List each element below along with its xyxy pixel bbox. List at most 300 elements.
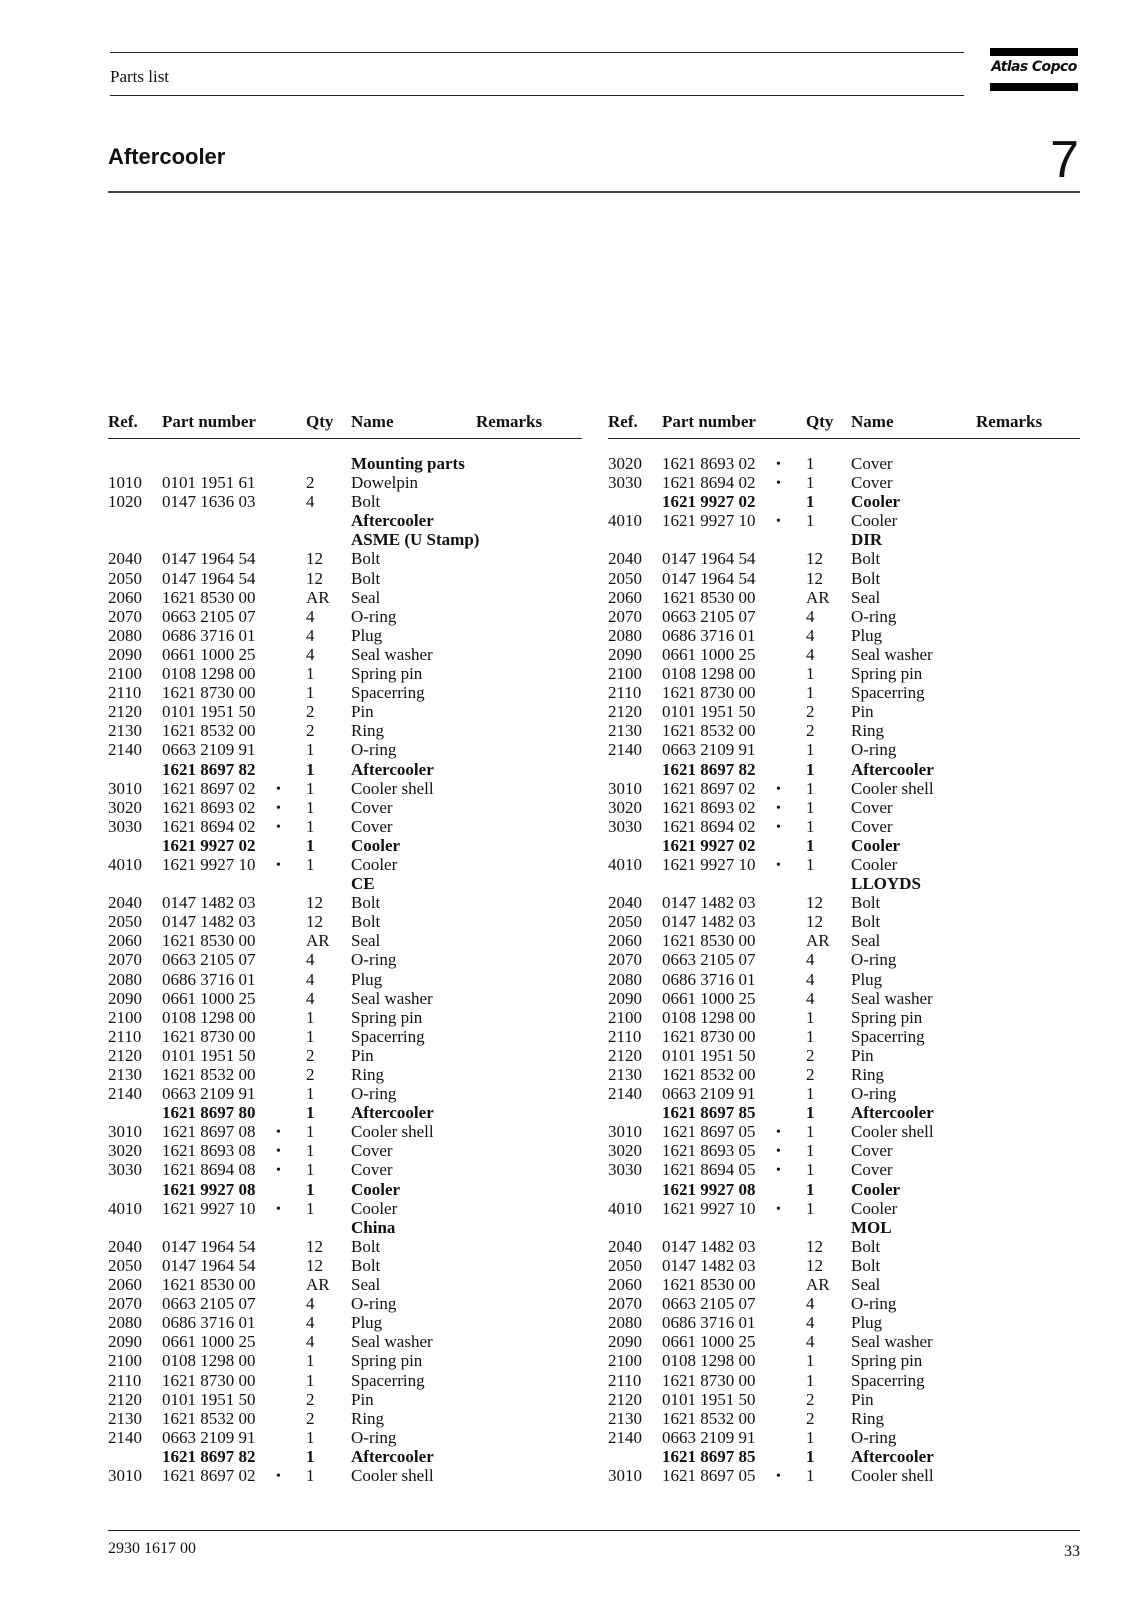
- row-ref: 2080: [608, 625, 642, 645]
- row-qty: 4: [306, 950, 315, 970]
- row-bullet: •: [276, 819, 281, 835]
- row-ref: 2110: [608, 1370, 642, 1390]
- row-name: Dowelpin: [351, 473, 419, 493]
- row-qty: 2: [806, 702, 815, 722]
- row-part-number: 0147 1482 03: [662, 893, 756, 913]
- row-part-number: 0663 2105 07: [162, 606, 256, 626]
- row-qty: 1: [306, 835, 315, 855]
- table-row: [108, 1008, 582, 1027]
- row-name: Seal washer: [351, 1332, 433, 1352]
- row-part-number: 0101 1951 61: [162, 473, 256, 493]
- row-qty: 1: [306, 816, 315, 836]
- parts-table-left: [108, 412, 582, 1485]
- table-row: [108, 1332, 582, 1351]
- row-bullet: •: [276, 781, 281, 797]
- row-ref: 2140: [608, 1427, 642, 1447]
- table-row: [608, 1008, 1080, 1027]
- table-row: [108, 626, 582, 645]
- row-part-number: 0663 2105 07: [662, 950, 756, 970]
- row-name: O-ring: [351, 950, 397, 970]
- row-part-number: 0147 1482 03: [162, 893, 256, 913]
- row-ref: 2090: [108, 988, 142, 1008]
- row-name: O-ring: [351, 606, 397, 626]
- row-qty: 1: [306, 1179, 315, 1199]
- document-number: 2930 1617 00: [108, 1540, 196, 1557]
- row-qty: 1: [306, 1084, 315, 1104]
- row-part-number: 1621 8697 85: [662, 1103, 756, 1123]
- row-qty: 2: [306, 473, 315, 493]
- table-row: [108, 1371, 582, 1390]
- header-remarks: Remarks: [976, 412, 1043, 431]
- row-name: Aftercooler: [851, 759, 934, 779]
- table-row: [608, 950, 1080, 969]
- row-name: Seal: [851, 587, 881, 607]
- row-bullet: •: [276, 1144, 281, 1160]
- row-part-number: 1621 9927 10: [662, 511, 756, 531]
- row-part-number: 1621 8697 05: [662, 1122, 756, 1142]
- row-part-number: 1621 8693 02: [662, 454, 756, 473]
- row-name: Cooler shell: [851, 1122, 934, 1142]
- row-ref: 2080: [108, 1313, 142, 1333]
- row-part-number: 1621 8532 00: [662, 1065, 756, 1084]
- row-ref: 1020: [108, 492, 142, 512]
- row-part-number: 1621 8530 00: [162, 1275, 256, 1295]
- row-part-number: 1621 8694 05: [662, 1160, 756, 1180]
- row-name: LLOYDS: [851, 874, 921, 894]
- row-name: Pin: [851, 702, 874, 722]
- row-ref: 2070: [108, 1294, 142, 1314]
- row-part-number: 1621 9927 10: [662, 854, 756, 874]
- row-part-number: 0101 1951 50: [662, 702, 756, 722]
- row-qty: 1: [806, 473, 815, 493]
- row-ref: 2120: [608, 1045, 642, 1065]
- row-ref: 2090: [608, 644, 642, 664]
- row-part-number: 0663 2105 07: [662, 1294, 756, 1314]
- row-part-number: 0663 2105 07: [662, 606, 756, 626]
- row-qty: 1: [806, 1084, 815, 1104]
- row-name: Seal: [351, 1275, 381, 1295]
- header-ref: Ref.: [108, 412, 138, 431]
- row-qty: 1: [806, 759, 815, 779]
- row-part-number: 1621 9927 10: [162, 854, 256, 874]
- row-qty: 12: [806, 1236, 823, 1256]
- row-ref: 4010: [608, 854, 642, 874]
- table-row: [608, 702, 1080, 721]
- table-row: [108, 607, 582, 626]
- row-ref: 4010: [108, 1198, 142, 1218]
- table-row: [608, 1237, 1080, 1256]
- row-ref: 2140: [108, 1427, 142, 1447]
- row-name: Cover: [851, 816, 893, 836]
- row-ref: 2070: [608, 606, 642, 626]
- section-rule: [108, 191, 1080, 193]
- row-part-number: 1621 9927 08: [662, 1179, 756, 1199]
- row-qty: 1: [306, 683, 315, 703]
- row-qty: 1: [806, 683, 815, 703]
- row-part-number: 0661 1000 25: [162, 1332, 256, 1352]
- row-qty: 12: [306, 912, 323, 932]
- row-part-number: 0147 1482 03: [662, 1236, 756, 1256]
- row-qty: 2: [806, 1045, 815, 1065]
- row-name: Cooler shell: [851, 1465, 934, 1485]
- row-ref: 2100: [108, 664, 142, 684]
- table-row: [108, 1256, 582, 1275]
- table-row: [608, 721, 1080, 740]
- row-qty: 1: [306, 1007, 315, 1027]
- row-ref: 2120: [108, 1389, 142, 1409]
- row-name: Bolt: [851, 1255, 881, 1275]
- table-header-rule-left: [108, 438, 582, 439]
- row-name: Cover: [851, 1160, 893, 1180]
- row-qty: 12: [806, 568, 823, 588]
- row-name: Aftercooler: [851, 1103, 934, 1123]
- row-part-number: 0101 1951 50: [162, 1045, 256, 1065]
- row-name: Spacerring: [851, 1370, 925, 1390]
- section-title: Aftercooler: [108, 144, 226, 169]
- logo-bottom-bar: [990, 83, 1078, 91]
- row-part-number: 0147 1964 54: [162, 1255, 256, 1275]
- row-qty: 4: [806, 1313, 815, 1333]
- row-ref: 2090: [108, 1332, 142, 1352]
- row-ref: 3010: [108, 1122, 142, 1142]
- table-row: [608, 645, 1080, 664]
- row-qty: AR: [806, 587, 830, 607]
- row-part-number: 0663 2109 91: [662, 740, 756, 760]
- row-part-number: 0663 2109 91: [662, 1084, 756, 1104]
- row-qty: 1: [306, 1465, 315, 1485]
- row-name: Ring: [351, 1065, 385, 1084]
- row-qty: 1: [806, 797, 815, 817]
- row-part-number: 0147 1964 54: [162, 549, 256, 569]
- table-row: [108, 1409, 582, 1428]
- row-part-number: 1621 8530 00: [162, 931, 256, 951]
- row-part-number: 1621 8730 00: [662, 1370, 756, 1390]
- table-row: [608, 874, 1080, 893]
- row-qty: 4: [806, 1294, 815, 1314]
- row-name: Aftercooler: [351, 1103, 434, 1123]
- row-qty: 1: [306, 759, 315, 779]
- row-name: Aftercooler: [351, 759, 434, 779]
- row-ref: 2040: [108, 549, 142, 569]
- row-name: Pin: [851, 1045, 874, 1065]
- row-ref: 3030: [108, 1160, 142, 1180]
- row-name: Spacerring: [351, 683, 425, 703]
- row-qty: 1: [306, 1141, 315, 1161]
- row-ref: 2080: [108, 625, 142, 645]
- row-part-number: 1621 9927 10: [162, 1198, 256, 1218]
- row-part-number: 1621 8694 02: [662, 816, 756, 836]
- row-name: O-ring: [351, 740, 397, 760]
- row-part-number: 1621 9927 10: [662, 1198, 756, 1218]
- row-qty: 2: [306, 1045, 315, 1065]
- table-row: [608, 588, 1080, 607]
- row-qty: 4: [306, 644, 315, 664]
- table-row: [608, 626, 1080, 645]
- table-body-left: [108, 454, 582, 1485]
- row-qty: 1: [306, 1026, 315, 1046]
- row-ref: 2040: [608, 893, 642, 913]
- row-ref: 2060: [108, 931, 142, 951]
- row-ref: 2130: [108, 1408, 142, 1428]
- row-qty: 1: [806, 1446, 815, 1466]
- table-row: [108, 836, 582, 855]
- row-qty: 1: [306, 1103, 315, 1123]
- row-bullet: •: [776, 1201, 781, 1217]
- row-qty: 1: [806, 835, 815, 855]
- row-ref: 2050: [608, 1255, 642, 1275]
- row-ref: 3030: [608, 473, 642, 493]
- row-name: Spring pin: [351, 664, 423, 684]
- table-row: [108, 1275, 582, 1294]
- row-qty: 4: [806, 950, 815, 970]
- table-row: [608, 1466, 1080, 1485]
- row-bullet: •: [776, 514, 781, 530]
- row-part-number: 1621 8697 02: [162, 778, 256, 798]
- row-part-number: 1621 8730 00: [162, 1026, 256, 1046]
- row-name: Ring: [351, 1408, 385, 1428]
- row-qty: 1: [806, 1103, 815, 1123]
- row-ref: 3010: [608, 778, 642, 798]
- row-qty: 1: [806, 816, 815, 836]
- row-name: Bolt: [351, 1236, 381, 1256]
- header-part-number: Part number: [162, 412, 256, 431]
- table-row: [608, 454, 1080, 473]
- row-qty: 12: [306, 549, 323, 569]
- row-qty: 1: [806, 492, 815, 512]
- row-ref: 2100: [108, 1007, 142, 1027]
- table-row: [608, 1084, 1080, 1103]
- row-bullet: •: [776, 1125, 781, 1141]
- footer-rule: [108, 1530, 1080, 1531]
- row-name: Bolt: [351, 893, 381, 913]
- row-part-number: 0147 1482 03: [662, 912, 756, 932]
- row-ref: 2140: [108, 1084, 142, 1104]
- row-part-number: 0686 3716 01: [162, 969, 256, 989]
- row-name: Aftercooler: [851, 1446, 934, 1466]
- header-name: Name: [851, 412, 894, 431]
- row-qty: 2: [306, 1389, 315, 1409]
- row-name: Cooler: [351, 1198, 398, 1218]
- row-ref: 2110: [108, 683, 142, 703]
- table-row: [608, 1180, 1080, 1199]
- row-ref: 3030: [108, 816, 142, 836]
- row-name: Cooler shell: [851, 778, 934, 798]
- row-qty: 1: [306, 740, 315, 760]
- row-name: O-ring: [851, 1084, 897, 1104]
- row-part-number: 1621 8530 00: [662, 1275, 756, 1295]
- row-ref: 4010: [608, 1198, 642, 1218]
- row-part-number: 1621 8730 00: [662, 1026, 756, 1046]
- row-qty: 12: [306, 893, 323, 913]
- row-ref: 2140: [608, 1084, 642, 1104]
- table-header-left: [108, 412, 582, 438]
- row-ref: 3010: [108, 1465, 142, 1485]
- row-part-number: 0101 1951 50: [162, 1389, 256, 1409]
- row-part-number: 0663 2105 07: [162, 950, 256, 970]
- row-name: Bolt: [351, 492, 381, 512]
- row-ref: 2050: [108, 568, 142, 588]
- table-row: [608, 1447, 1080, 1466]
- row-qty: 1: [306, 1427, 315, 1447]
- table-row: [108, 779, 582, 798]
- row-qty: 2: [806, 1408, 815, 1428]
- row-part-number: 0101 1951 50: [162, 702, 256, 722]
- row-part-number: 0108 1298 00: [162, 1007, 256, 1027]
- row-part-number: 1621 8530 00: [662, 587, 756, 607]
- table-row: [608, 1313, 1080, 1332]
- table-row: [108, 1294, 582, 1313]
- header-qty: Qty: [806, 412, 834, 431]
- row-qty: 1: [806, 1179, 815, 1199]
- table-row: [608, 1332, 1080, 1351]
- row-part-number: 1621 8730 00: [162, 1370, 256, 1390]
- row-bullet: •: [776, 1468, 781, 1484]
- table-row: [108, 702, 582, 721]
- row-name: O-ring: [851, 740, 897, 760]
- row-qty: 4: [306, 1294, 315, 1314]
- row-part-number: 1621 8532 00: [162, 1408, 256, 1428]
- row-qty: 1: [306, 797, 315, 817]
- header-name: Name: [351, 412, 394, 431]
- row-part-number: 0108 1298 00: [162, 1351, 256, 1371]
- row-part-number: 1621 8730 00: [662, 683, 756, 703]
- table-row: [108, 1084, 582, 1103]
- row-name: Seal washer: [851, 644, 933, 664]
- header-bottom-rule: [110, 95, 964, 96]
- table-row: [608, 1046, 1080, 1065]
- row-name: Spring pin: [351, 1351, 423, 1371]
- row-bullet: •: [776, 1163, 781, 1179]
- row-name: Seal washer: [851, 1332, 933, 1352]
- row-bullet: •: [776, 457, 781, 472]
- row-qty: 1: [806, 1370, 815, 1390]
- table-row: [608, 1027, 1080, 1046]
- table-row: [108, 1199, 582, 1218]
- row-bullet: •: [276, 1201, 281, 1217]
- row-name: Cooler shell: [351, 1122, 434, 1142]
- row-name: Pin: [351, 1389, 374, 1409]
- row-qty: 1: [306, 1122, 315, 1142]
- row-name: Bolt: [851, 568, 881, 588]
- table-row: [608, 1065, 1080, 1084]
- row-name: Cover: [351, 816, 393, 836]
- table-row: [608, 569, 1080, 588]
- row-name: Aftercooler: [351, 511, 434, 531]
- row-ref: 2140: [608, 740, 642, 760]
- row-name: Cover: [851, 797, 893, 817]
- row-name: Ring: [851, 721, 885, 741]
- row-name: Plug: [851, 625, 883, 645]
- row-name: DIR: [851, 530, 883, 550]
- row-name: Seal: [351, 931, 381, 951]
- table-row: [108, 817, 582, 836]
- row-ref: 2120: [108, 702, 142, 722]
- row-ref: 2040: [108, 1236, 142, 1256]
- row-part-number: 1621 8532 00: [662, 721, 756, 741]
- table-row: [108, 1390, 582, 1409]
- row-part-number: 0661 1000 25: [662, 1332, 756, 1352]
- row-name: Cooler: [851, 854, 898, 874]
- table-row: [608, 683, 1080, 702]
- table-header-rule-right: [608, 438, 1080, 439]
- row-bullet: •: [776, 1144, 781, 1160]
- row-name: Cooler: [351, 854, 398, 874]
- row-qty: 1: [806, 740, 815, 760]
- row-part-number: 1621 8532 00: [662, 1408, 756, 1428]
- row-ref: 2070: [108, 606, 142, 626]
- table-row: [608, 779, 1080, 798]
- row-qty: 1: [306, 1198, 315, 1218]
- row-name: Cooler shell: [351, 778, 434, 798]
- row-ref: 2130: [608, 1408, 642, 1428]
- row-part-number: 0661 1000 25: [662, 988, 756, 1008]
- header-part-number: Part number: [662, 412, 756, 431]
- row-name: Aftercooler: [351, 1446, 434, 1466]
- row-part-number: 1621 8532 00: [162, 721, 256, 741]
- row-ref: 2100: [608, 664, 642, 684]
- row-name: Bolt: [851, 549, 881, 569]
- row-qty: 4: [306, 625, 315, 645]
- row-part-number: 0661 1000 25: [662, 644, 756, 664]
- table-row: [608, 530, 1080, 549]
- row-part-number: 0147 1964 54: [162, 1236, 256, 1256]
- row-part-number: 0661 1000 25: [162, 988, 256, 1008]
- row-qty: 4: [306, 969, 315, 989]
- row-name: Ring: [351, 721, 385, 741]
- parts-table-right: [608, 412, 1080, 1485]
- row-part-number: 1621 8694 08: [162, 1160, 256, 1180]
- row-ref: 2050: [608, 568, 642, 588]
- row-ref: 2070: [108, 950, 142, 970]
- row-bullet: •: [776, 819, 781, 835]
- row-part-number: 0686 3716 01: [662, 625, 756, 645]
- row-qty: 2: [306, 721, 315, 741]
- table-row: [108, 912, 582, 931]
- row-qty: 4: [306, 492, 315, 512]
- row-name: Spring pin: [351, 1007, 423, 1027]
- row-part-number: 1621 8693 08: [162, 1141, 256, 1161]
- row-ref: 3020: [108, 797, 142, 817]
- row-ref: 2050: [608, 912, 642, 932]
- row-name: Pin: [351, 1045, 374, 1065]
- row-ref: 2080: [108, 969, 142, 989]
- row-part-number: 1621 9927 08: [162, 1179, 256, 1199]
- row-part-number: 1621 8697 02: [662, 778, 756, 798]
- table-row: [108, 855, 582, 874]
- row-name: Ring: [851, 1408, 885, 1428]
- row-qty: 4: [806, 644, 815, 664]
- document-type-label: Parts list: [110, 67, 170, 86]
- row-part-number: 1621 8697 82: [662, 759, 756, 779]
- row-qty: 1: [306, 1351, 315, 1371]
- row-ref: 2120: [608, 1389, 642, 1409]
- row-bullet: •: [776, 800, 781, 816]
- row-part-number: 1621 8697 82: [162, 759, 256, 779]
- row-bullet: •: [276, 800, 281, 816]
- table-row: [108, 530, 582, 549]
- table-row: [108, 740, 582, 759]
- table-row: [108, 970, 582, 989]
- row-bullet: •: [776, 476, 781, 492]
- row-part-number: 0663 2109 91: [162, 1427, 256, 1447]
- row-name: Pin: [351, 702, 374, 722]
- row-name: Spring pin: [851, 1351, 923, 1371]
- row-name: Spacerring: [851, 1026, 925, 1046]
- table-row: [108, 1428, 582, 1447]
- row-name: Seal washer: [351, 988, 433, 1008]
- row-qty: 4: [806, 606, 815, 626]
- row-qty: 1: [806, 1198, 815, 1218]
